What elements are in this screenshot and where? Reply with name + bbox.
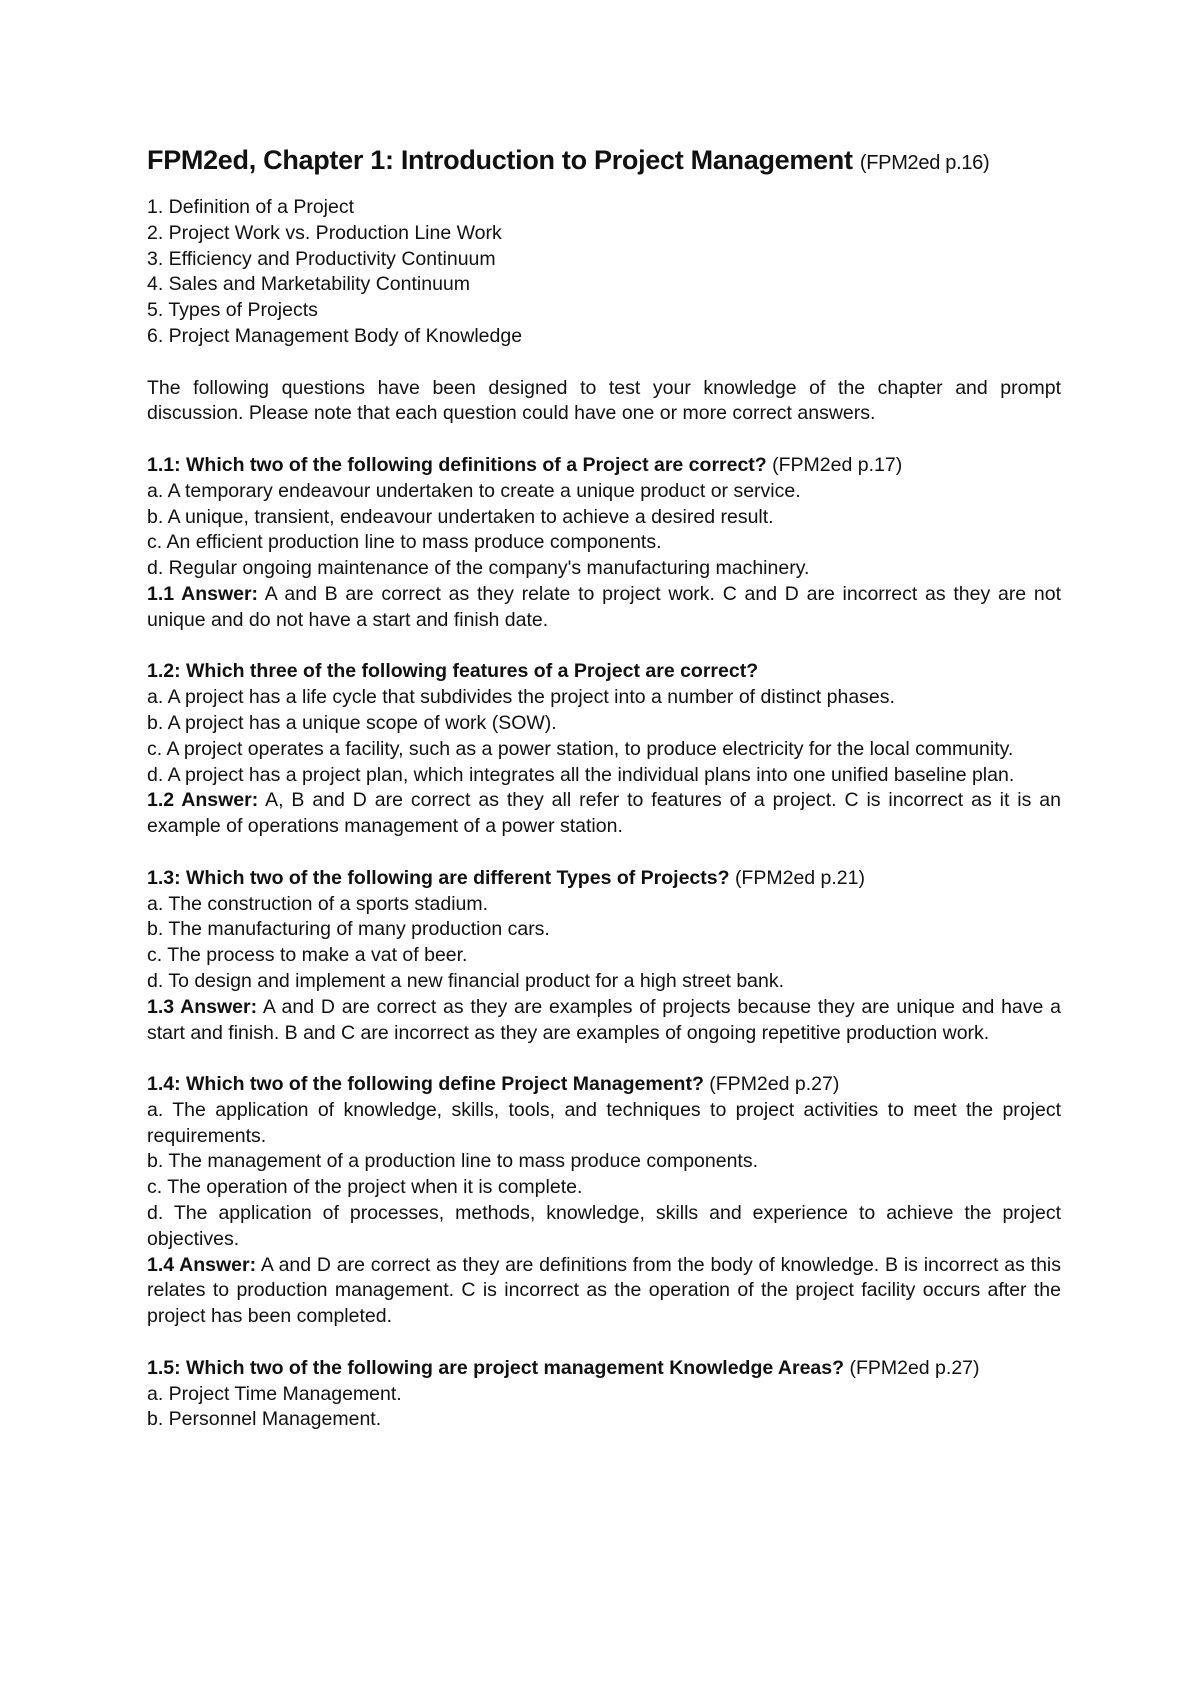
contents-item: 5. Types of Projects bbox=[147, 299, 318, 322]
question-page-ref: (FPM2ed p.17) bbox=[772, 453, 903, 476]
option-a: a. A project has a life cycle that subdivides the project into a number of distinct phases. bbox=[147, 686, 895, 709]
question-heading bbox=[147, 453, 1061, 479]
option-b: b. The management of a production line to mass produce components. bbox=[147, 1150, 759, 1173]
answer-label: 1.3 Answer: bbox=[147, 995, 258, 1018]
option-d: d. A project has a project plan, which integrates all the individual plans into one unified baseline plan. bbox=[147, 763, 1015, 786]
question-text: 1.2: Which three of the following features of a Project are correct? bbox=[147, 660, 759, 683]
option-a: a. The application of knowledge, skills, tools, and techniques to project activities to meet the project requirements. bbox=[147, 1098, 1061, 1147]
document-title bbox=[147, 142, 1061, 181]
option-d: d. The application of processes, methods, knowledge, skills and experience to achieve the project objectives. bbox=[147, 1202, 1061, 1250]
question-1-1 bbox=[147, 453, 1061, 634]
option-a: a. The construction of a sports stadium. bbox=[147, 892, 489, 915]
option-b: b. A unique, transient, endeavour undertaken to achieve a desired result. bbox=[147, 505, 774, 528]
contents-item: 3. Efficiency and Productivity Continuum bbox=[147, 247, 496, 270]
answer-label: 1.2 Answer: bbox=[147, 789, 259, 812]
question-text: 1.5: Which two of the following are project management Knowledge Areas? bbox=[147, 1356, 845, 1379]
question-1-5 bbox=[147, 1356, 1061, 1433]
question-heading bbox=[147, 1072, 1061, 1098]
answer-label: 1.4 Answer: bbox=[147, 1253, 257, 1276]
question-text: 1.4: Which two of the following define Project Management? bbox=[147, 1073, 704, 1096]
question-heading bbox=[147, 1356, 1061, 1382]
intro-paragraph: The following questions have been designed to test your knowledge of the chapter and prompt discussion. Please note that each question could have one or more correct answers. bbox=[147, 376, 1061, 425]
contents-item: 6. Project Management Body of Knowledge bbox=[147, 324, 523, 347]
option-a: a. Project Time Management. bbox=[147, 1382, 402, 1405]
answer-text: A and D are correct as they are definitions from the body of knowledge. B is incorrect as this relates to production management. C is incorrect as the operation of the project facility occurs after the project has been completed. bbox=[147, 1253, 1061, 1328]
contents-item: 4. Sales and Marketability Continuum bbox=[147, 273, 470, 296]
question-page-ref: (FPM2ed p.27) bbox=[849, 1356, 980, 1379]
question-text: 1.1: Which two of the following definitions of a Project are correct? bbox=[147, 453, 767, 476]
answer bbox=[147, 995, 1061, 1047]
title-text: FPM2ed, Chapter 1: Introduction to Project Management bbox=[147, 145, 853, 175]
question-1-3 bbox=[147, 866, 1061, 1047]
answer-text: A and B are correct as they relate to project work. C and D are incorrect as they are not unique and do not have a start and finish date. bbox=[147, 582, 1061, 631]
option-b: b. The manufacturing of many production cars. bbox=[147, 918, 550, 941]
option-a: a. A temporary endeavour undertaken to create a unique product or service. bbox=[147, 479, 801, 502]
option-d: d. To design and implement a new financial product for a high street bank. bbox=[147, 969, 785, 992]
option-b: b. Personnel Management. bbox=[147, 1408, 382, 1431]
option-b: b. A project has a unique scope of work (SOW). bbox=[147, 711, 557, 734]
answer-label: 1.1 Answer: bbox=[147, 582, 259, 605]
contents-item: 1. Definition of a Project bbox=[147, 196, 355, 218]
question-page-ref: (FPM2ed p.27) bbox=[709, 1073, 840, 1096]
answer bbox=[147, 788, 1061, 840]
option-d: d. Regular ongoing maintenance of the company's manufacturing machinery. bbox=[147, 557, 810, 580]
question-1-4 bbox=[147, 1072, 1061, 1330]
question-1-2 bbox=[147, 659, 1061, 840]
answer-text: A and D are correct as they are examples of projects because they are unique and have a start and finish. B and C are incorrect as they are examples of ongoing repetitive production work. bbox=[147, 995, 1061, 1044]
question-heading bbox=[147, 659, 1061, 685]
document-page bbox=[147, 142, 1061, 1433]
chapter-contents-list bbox=[147, 195, 1061, 350]
title-page-ref: (FPM2ed p.16) bbox=[859, 152, 990, 174]
contents-item: 2. Project Work vs. Production Line Work bbox=[147, 221, 502, 244]
answer bbox=[147, 582, 1061, 634]
question-heading bbox=[147, 866, 1061, 892]
option-c: c. A project operates a facility, such as a power station, to produce electricity for the local community. bbox=[147, 737, 1014, 760]
option-c: c. The operation of the project when it is complete. bbox=[147, 1176, 583, 1199]
question-text: 1.3: Which two of the following are different Types of Projects? bbox=[147, 866, 730, 889]
answer bbox=[147, 1253, 1061, 1330]
answer-text: A, B and D are correct as they all refer to features of a project. C is incorrect as it is an example of operations management of a power station. bbox=[147, 789, 1061, 838]
option-c: c. The process to make a vat of beer. bbox=[147, 944, 468, 967]
question-page-ref: (FPM2ed p.21) bbox=[734, 866, 865, 889]
option-c: c. An efficient production line to mass produce components. bbox=[147, 531, 662, 554]
